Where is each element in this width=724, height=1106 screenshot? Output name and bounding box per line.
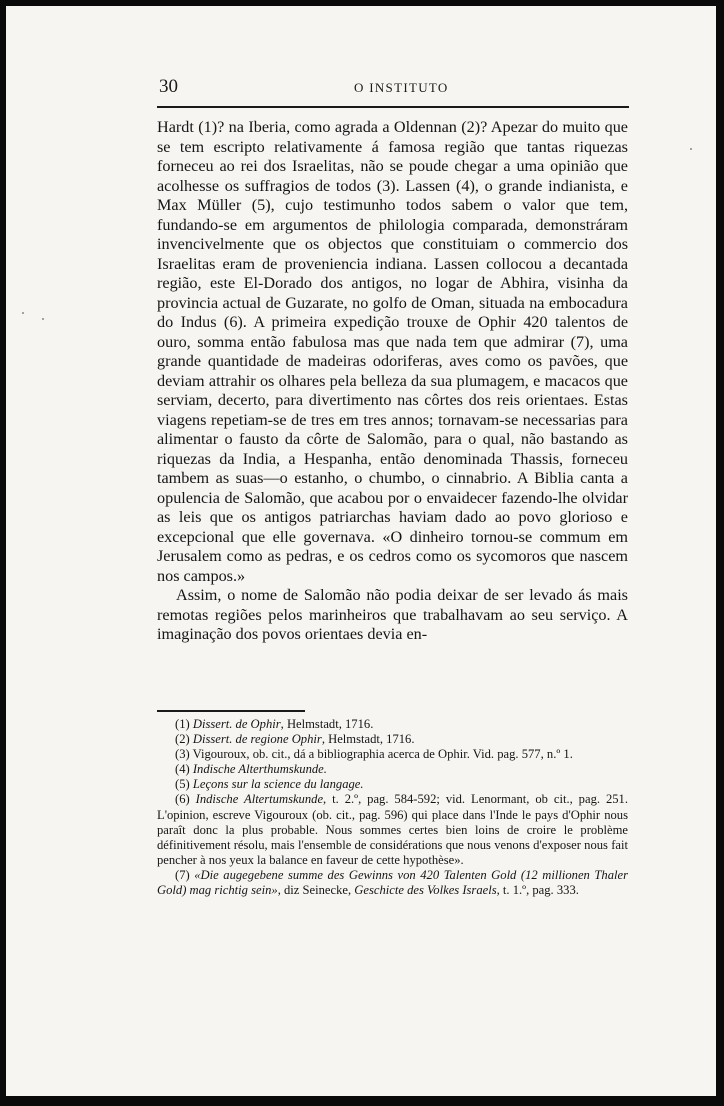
dust-speck	[690, 148, 692, 150]
page-header	[159, 76, 629, 102]
dust-speck	[22, 312, 24, 314]
paragraph: Assim, o nome de Salomão não podia deixar de ser levado ás mais remotas regiões pelos marinheiros que trabalhavam ao seu serviço. A imaginação dos povos orientaes devia en-	[157, 586, 628, 643]
footnote: (1) Dissert. de Ophir, Helmstadt, 1716.	[175, 717, 374, 731]
running-title: O INSTITUTO	[354, 80, 449, 95]
footnote: (7) «Die augegebene summe des Gewinns von 420 Talenten Gold (12 millionen Thaler Gold) mag richtig sein», diz Seinecke, Geschicte des Volkes Israels, t. 1.º, pag. 333.	[157, 867, 628, 898]
footnote: (3) Vigouroux, ob. cit., dá a bibliographia acerca de Ophir. Vid. pag. 577, n.º 1.	[175, 747, 573, 762]
dust-speck	[42, 318, 44, 320]
header-rule	[157, 106, 629, 108]
page-number: 30	[159, 76, 178, 97]
footnote: (2) Dissert. de regione Ophir, Helmstadt, 1716.	[175, 732, 415, 747]
main-text	[157, 118, 628, 645]
paragraph: Hardt (1)? na Iberia, como agrada a Oldennan (2)? Apezar do muito que se tem escripto relativamente á famosa região que tantas riquezas forneceu ao rei dos Israelitas, não se poude chegar a uma opinião que acolhesse os suffragios de todos (3). Lassen (4), o grande indianista, e Max Müller (5), cujo testimunho todos sabem o valor que tem, fundando-se em argumentos de philologia comparada, demonstráram invencivelmente que os objectos que constituiam o commercio dos Israelitas eram de proveniencia indiana. Lassen collocou a decantada região, este El-Dorado dos antigos, no logar de Abhira, visinha da provincia actual de Guzarate, no golfo de Oman, situada na embocadura do Indus (6). A primeira expedição trouxe de Ophir 420 talentos de ouro, somma então fabulosa mas que nada tem que admirar (7), uma grande quantidade de madeiras odoriferas, aves como os pavões, que deviam attrahir os olhares pela belleza da sua plumagem, e macacos que serviam, decerto, para divertimento nas côrtes dos reis orientaes. Estas viagens repetiam-se de tres em tres annos; tornavam-se necessarias para alimentar o fausto da côrte de Salomão, para o qual, não bastando as riquezas da India, a Hespanha, então denominada Thassis, forneceu tambem as suas—o estanho, o chumbo, o cinnabrio. A Biblia canta a opulencia de Salomão, que acabou por o envaidecer fazendo-lhe olvidar as leis que os antigos patriarchas haviam dado ao povo glorioso e excepcional que elle governava. «O dinheiro tornou-se commum em Jerusalem como as pedras, e os cedros como os sycomoros que nascem nos campos.»	[157, 118, 628, 585]
footnote-rule	[157, 710, 305, 712]
footnote: (5) Leçons sur la science du langage.	[175, 777, 364, 792]
footnotes	[157, 717, 628, 898]
footnote: (6) Indische Altertumskunde, t. 2.º, pag. 584-592; vid. Lenormant, ob cit., pag. 251. L'opinion, escreve Vigouroux (ob. cit., pag. 596) qui place dans l'Inde le pays d'Ophir nous paraît donc la plus probable. Nous sommes certes bien loins de croire le problème définitivement résolu, mais l'ensemble de considérations que nous venons d'exposer nous fait pencher à nos yeux la balance en faveur de cette hypothèse».	[157, 792, 628, 867]
footnote: (4) Indische Alterthumskunde.	[175, 762, 327, 777]
